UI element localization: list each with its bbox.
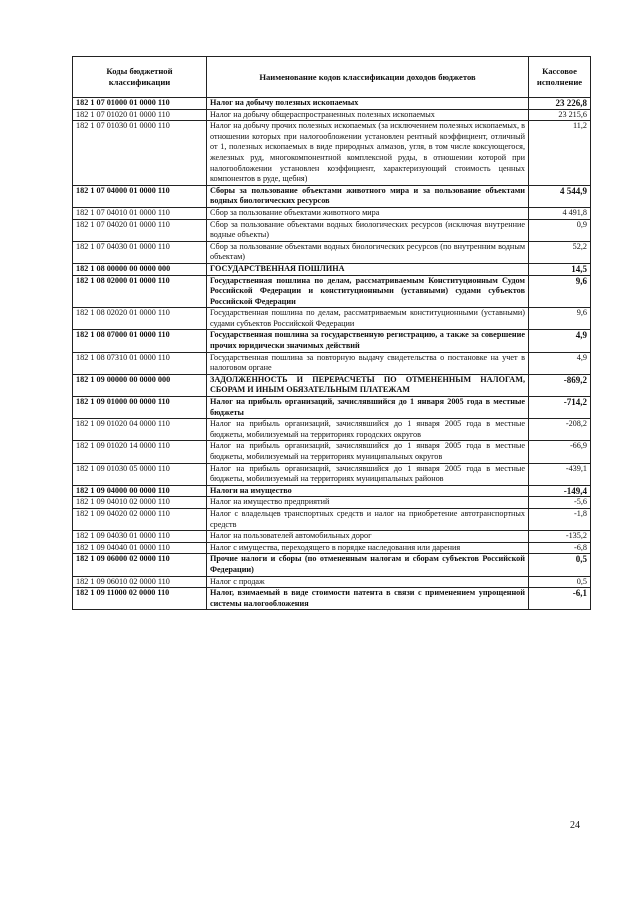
table-row xyxy=(73,554,591,576)
page-number: 24 xyxy=(570,820,580,831)
table-row xyxy=(73,109,591,121)
row-amount: -208,2 xyxy=(529,419,591,441)
table-row xyxy=(73,275,591,308)
row-name: Государственная пошлина по делам, рассматриваемым конституционными (уставными) судами субъектов Российской Федерации xyxy=(207,308,529,330)
row-amount: -5,6 xyxy=(529,497,591,509)
row-name: Государственная пошлина за государственную регистрацию, а также за совершение прочих юридически значимых действий xyxy=(207,330,529,352)
row-amount: -135,2 xyxy=(529,531,591,543)
table-row xyxy=(73,98,591,110)
row-name: Налог на прибыль организаций, зачислявшийся до 1 января 2005 года в местные бюджеты, мобилизуемый на территориях муниципальных округов xyxy=(207,441,529,463)
row-code: 182 1 09 00000 00 0000 000 xyxy=(73,374,207,396)
row-amount: -149,4 xyxy=(529,485,591,497)
row-amount: 23 226,8 xyxy=(529,98,591,110)
row-code: 182 1 07 04030 01 0000 110 xyxy=(73,241,207,263)
row-amount: -6,1 xyxy=(529,588,591,610)
row-amount: 0,9 xyxy=(529,219,591,241)
row-code: 182 1 09 01020 14 0000 110 xyxy=(73,441,207,463)
row-amount: -439,1 xyxy=(529,463,591,485)
table-row xyxy=(73,485,591,497)
row-name: Налог с продаж xyxy=(207,576,529,588)
row-code: 182 1 09 04000 00 0000 110 xyxy=(73,485,207,497)
row-name: Прочие налоги и сборы (по отмененным налогам и сборам субъектов Российской Федерации) xyxy=(207,554,529,576)
table-header-row xyxy=(73,57,591,98)
row-amount: 0,5 xyxy=(529,554,591,576)
row-amount: 9,6 xyxy=(529,275,591,308)
table-row xyxy=(73,397,591,419)
row-amount: -66,9 xyxy=(529,441,591,463)
row-amount: 0,5 xyxy=(529,576,591,588)
row-name: Государственная пошлина по делам, рассматриваемым Конституционным Судом Российской Федерации и конституционными (уставными) судами субъектов Российской Федерации xyxy=(207,275,529,308)
row-name: Налог на прибыль организаций, зачислявшийся до 1 января 2005 года в местные бюджеты, мобилизуемый на территориях муниципальных районов xyxy=(207,463,529,485)
row-name: Налог, взимаемый в виде стоимости патента в связи с применением упрощенной системы налогообложения xyxy=(207,588,529,610)
table-row xyxy=(73,497,591,509)
table-row xyxy=(73,508,591,530)
row-name: Сбор за пользование объектами водных биологических ресурсов (по внутренним водным объектам) xyxy=(207,241,529,263)
table-row xyxy=(73,207,591,219)
row-amount: 52,2 xyxy=(529,241,591,263)
row-amount: 23 215,6 xyxy=(529,109,591,121)
row-name: Налог на добычу полезных ископаемых xyxy=(207,98,529,110)
row-name: Налог на прибыль организаций, зачислявшийся до 1 января 2005 года в местные бюджеты xyxy=(207,397,529,419)
row-code: 182 1 09 01030 05 0000 110 xyxy=(73,463,207,485)
header-code: Коды бюджетной классификации xyxy=(73,57,207,98)
row-code: 182 1 08 07310 01 0000 110 xyxy=(73,352,207,374)
row-code: 182 1 08 02000 01 0000 110 xyxy=(73,275,207,308)
row-amount: 9,6 xyxy=(529,308,591,330)
row-code: 182 1 09 04020 02 0000 110 xyxy=(73,508,207,530)
table-row xyxy=(73,576,591,588)
table-row xyxy=(73,419,591,441)
row-name: Сбор за пользование объектами животного мира xyxy=(207,207,529,219)
table-row xyxy=(73,531,591,543)
row-code: 182 1 09 06000 02 0000 110 xyxy=(73,554,207,576)
row-code: 182 1 09 06010 02 0000 110 xyxy=(73,576,207,588)
table-row xyxy=(73,330,591,352)
header-name: Наименование кодов классификации доходов бюджетов xyxy=(207,57,529,98)
row-code: 182 1 07 04000 01 0000 110 xyxy=(73,185,207,207)
row-name: Налог на имущество предприятий xyxy=(207,497,529,509)
row-code: 182 1 08 00000 00 0000 000 xyxy=(73,263,207,275)
row-name: ЗАДОЛЖЕННОСТЬ И ПЕРЕРАСЧЕТЫ ПО ОТМЕНЕННЫМ НАЛОГАМ, СБОРАМ И ИНЫМ ОБЯЗАТЕЛЬНЫМ ПЛАТЕЖАМ xyxy=(207,374,529,396)
table-row xyxy=(73,185,591,207)
table-row xyxy=(73,441,591,463)
row-amount: 4 544,9 xyxy=(529,185,591,207)
row-code: 182 1 07 01020 01 0000 110 xyxy=(73,109,207,121)
row-name: Сбор за пользование объектами водных биологических ресурсов (исключая внутренние водные объекты) xyxy=(207,219,529,241)
header-amount: Кассовое исполнение xyxy=(529,57,591,98)
table-row xyxy=(73,463,591,485)
row-name: Налог на прибыль организаций, зачислявшийся до 1 января 2005 года в местные бюджеты, мобилизуемый на территориях городских округов xyxy=(207,419,529,441)
row-name: Налоги на имущество xyxy=(207,485,529,497)
table-row xyxy=(73,263,591,275)
row-code: 182 1 07 01000 01 0000 110 xyxy=(73,98,207,110)
table-row xyxy=(73,352,591,374)
row-name: Налог на пользователей автомобильных дорог xyxy=(207,531,529,543)
row-code: 182 1 09 04030 01 0000 110 xyxy=(73,531,207,543)
row-name: Налог на добычу прочих полезных ископаемых (за исключением полезных ископаемых, в отношении которых при налогообложении установлен рентный коэффициент, отличный от 1, полезных ископаемых в виде природных алмазов, угля, в том числе коксующегося, железных руд, многокомпонентной комплексной руды, в отношении которой при налогообложении установлен коэффициент, характеризующий стоимость ценных компонентов в руде, щебня) xyxy=(207,121,529,186)
row-code: 182 1 09 04040 01 0000 110 xyxy=(73,542,207,554)
row-code: 182 1 09 01000 00 0000 110 xyxy=(73,397,207,419)
row-amount: 14,5 xyxy=(529,263,591,275)
table-body xyxy=(73,98,591,610)
row-amount: -1,8 xyxy=(529,508,591,530)
row-code: 182 1 09 01020 04 0000 110 xyxy=(73,419,207,441)
row-amount: 11,2 xyxy=(529,121,591,186)
row-name: Государственная пошлина за повторную выдачу свидетельства о постановке на учет в налоговом органе xyxy=(207,352,529,374)
row-code: 182 1 09 11000 02 0000 110 xyxy=(73,588,207,610)
row-code: 182 1 07 04010 01 0000 110 xyxy=(73,207,207,219)
row-code: 182 1 07 01030 01 0000 110 xyxy=(73,121,207,186)
table-row xyxy=(73,308,591,330)
row-amount: 4,9 xyxy=(529,352,591,374)
row-name: Налог с владельцев транспортных средств и налог на приобретение автотранспортных средств xyxy=(207,508,529,530)
budget-classification-table xyxy=(72,56,591,610)
row-amount: 4 491,8 xyxy=(529,207,591,219)
row-code: 182 1 08 07000 01 0000 110 xyxy=(73,330,207,352)
table-row xyxy=(73,219,591,241)
table-row xyxy=(73,241,591,263)
row-code: 182 1 08 02020 01 0000 110 xyxy=(73,308,207,330)
row-amount: -869,2 xyxy=(529,374,591,396)
row-amount: -714,2 xyxy=(529,397,591,419)
row-code: 182 1 09 04010 02 0000 110 xyxy=(73,497,207,509)
row-amount: -6,8 xyxy=(529,542,591,554)
row-name: Налог с имущества, переходящего в порядке наследования или дарения xyxy=(207,542,529,554)
table-row xyxy=(73,588,591,610)
row-name: Налог на добычу общераспространенных полезных ископаемых xyxy=(207,109,529,121)
row-amount: 4,9 xyxy=(529,330,591,352)
table-row xyxy=(73,542,591,554)
row-name: ГОСУДАРСТВЕННАЯ ПОШЛИНА xyxy=(207,263,529,275)
table-row xyxy=(73,121,591,186)
row-name: Сборы за пользование объектами животного мира и за пользование объектами водных биологических ресурсов xyxy=(207,185,529,207)
table-row xyxy=(73,374,591,396)
row-code: 182 1 07 04020 01 0000 110 xyxy=(73,219,207,241)
